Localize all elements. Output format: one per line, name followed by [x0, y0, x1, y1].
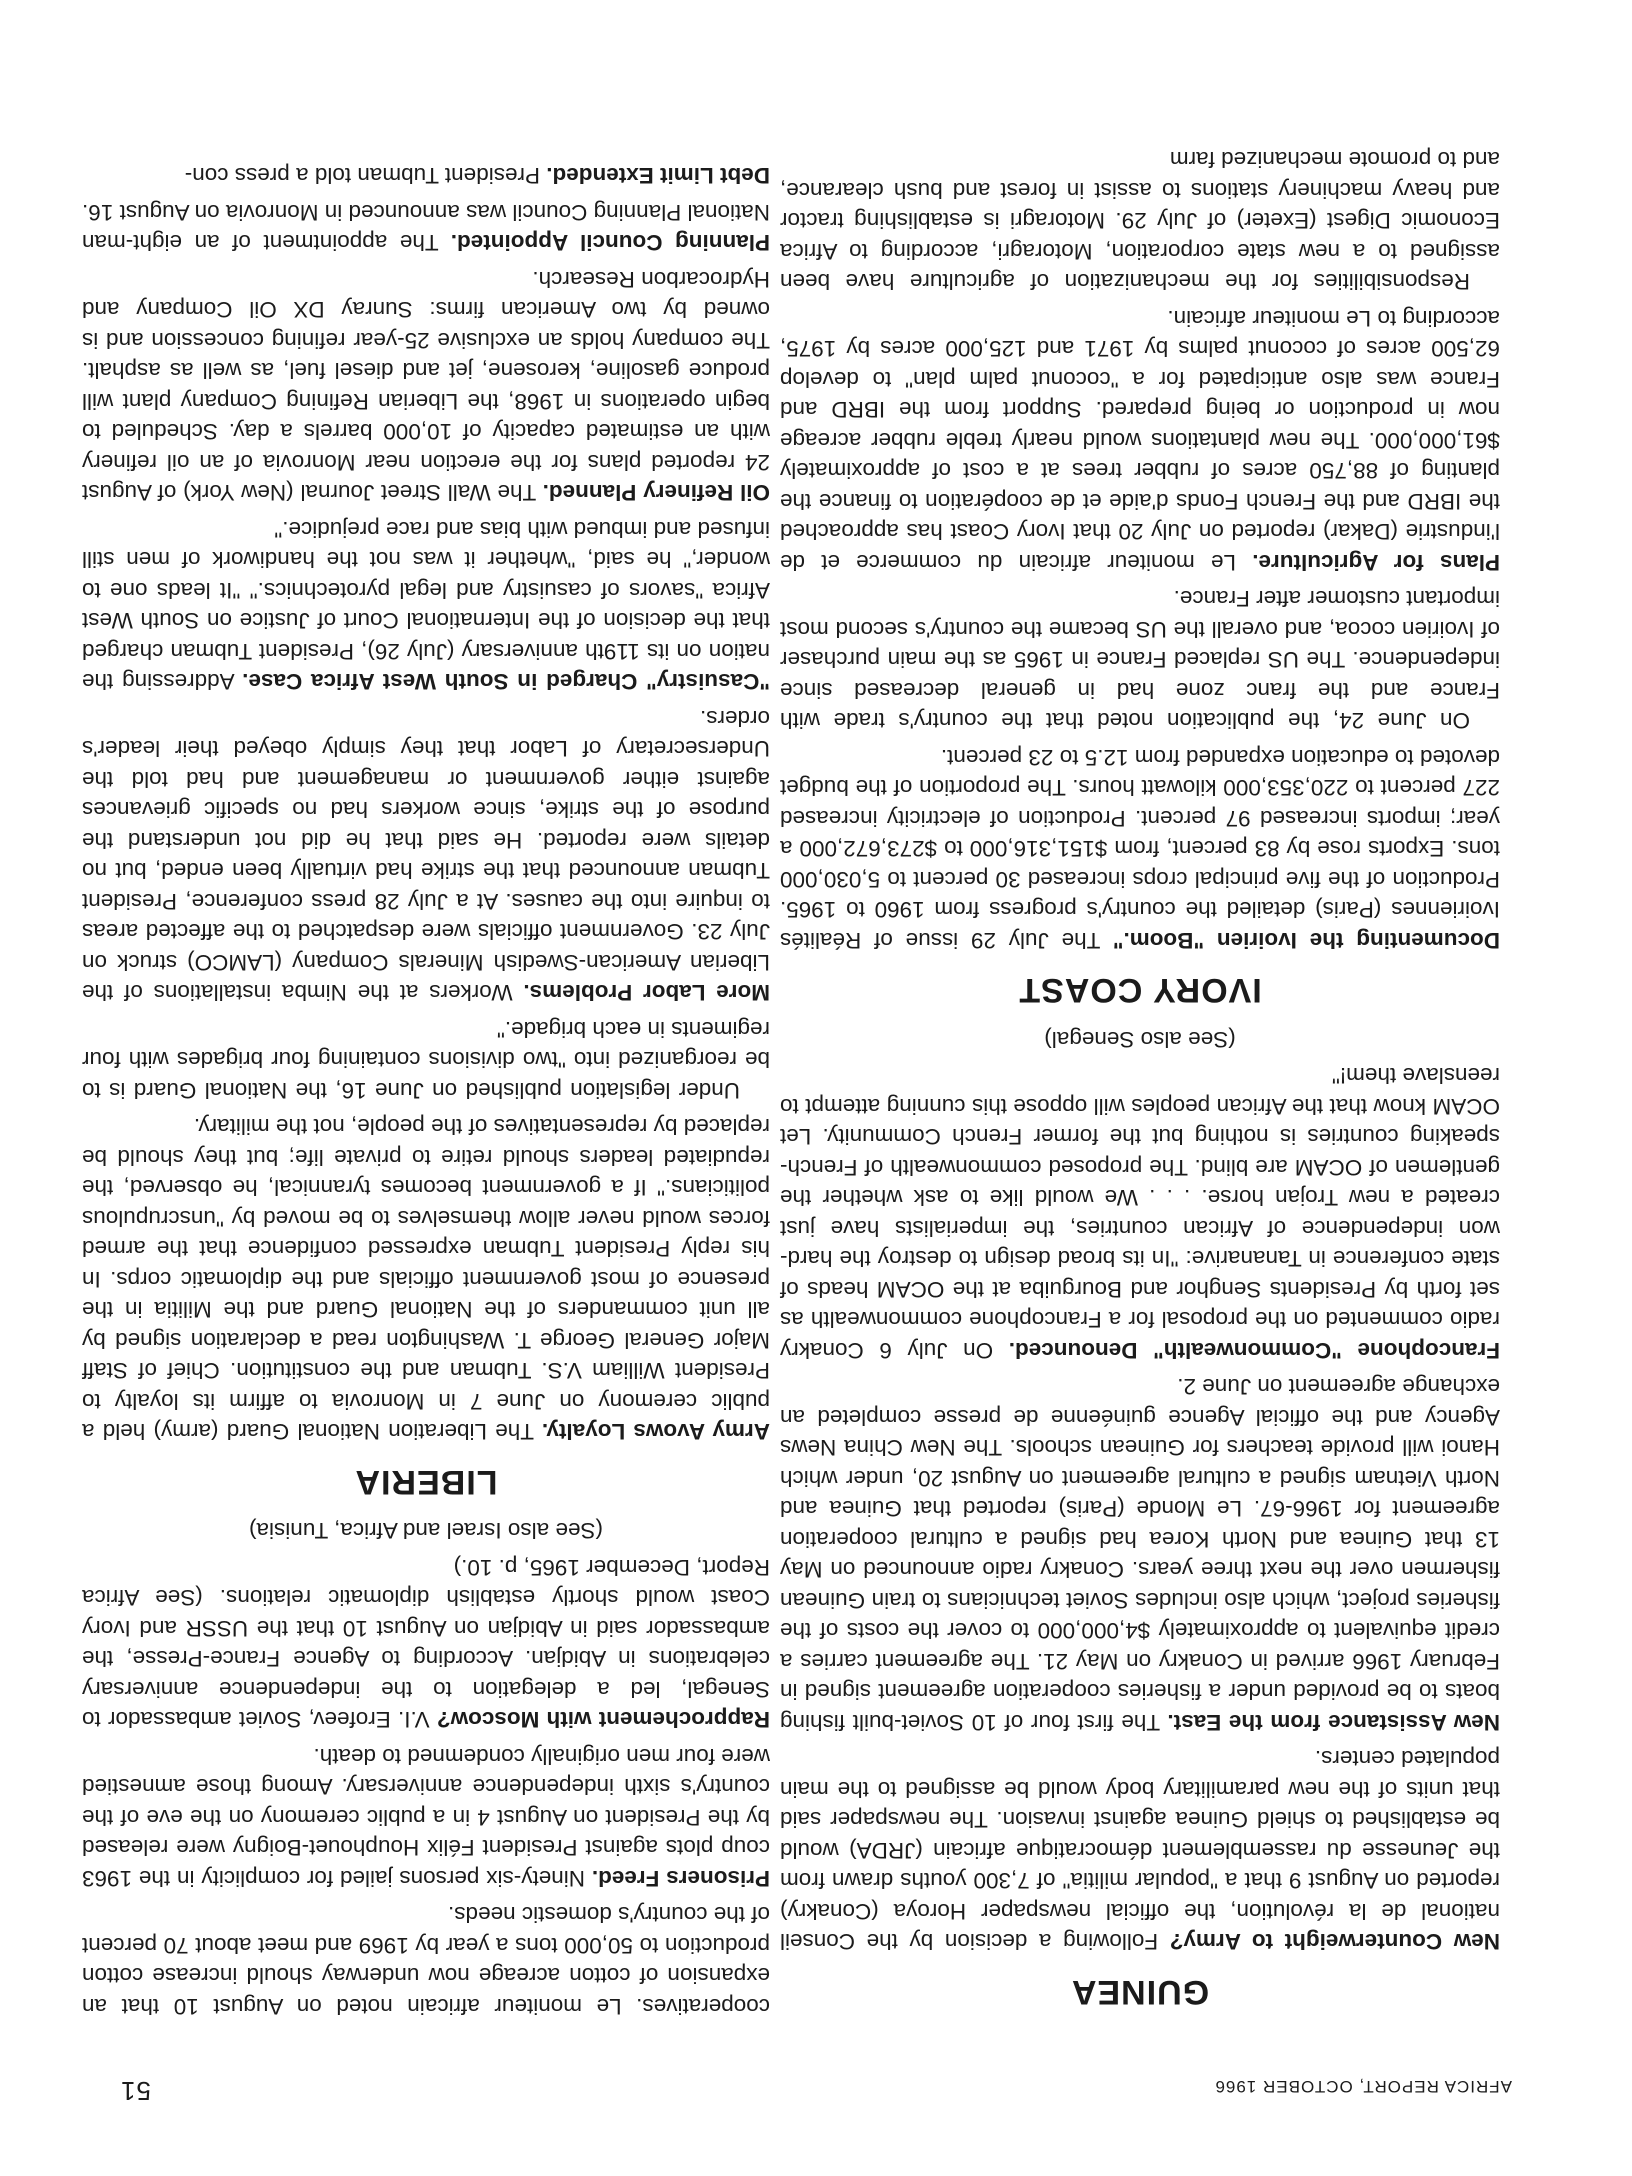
article-heading: New Assistance from the East.: [1167, 1710, 1500, 1735]
article-paragraph: [82, 197, 770, 258]
article-paragraph: [82, 1111, 770, 1447]
article-paragraph: [780, 1060, 1500, 1365]
article-paragraph: [82, 1741, 770, 1894]
article-body: Responsibilities for the mechanization of agriculture have been assigned to a new state corporation, Motoragri, according to Africa Economic Digest (Exeter) of July 29. Motoragri is establishing tractor and heavy machinery stations to assist in forest and bush clearance, and to promote mechanized farm: [780, 147, 1500, 295]
article-paragraph: [780, 583, 1500, 736]
page-number: 51: [120, 2076, 151, 2106]
article-paragraph: [82, 264, 770, 508]
article-paragraph: [82, 1899, 770, 2021]
article-body: The Liberation National Guard (army) held a public ceremony on June 7 in Monrovia to affirm its loyalty to President William V.S. Tubman and the constitution. Chief of Staff Major General George T. Washington read a declaration signed by all unit commanders of the National Guard and the Militia in the presence of most government officials and the diplomatic corps. In his reply President Tubman expressed confidence that the armed forces would never allow themselves to be moved by "unscrupulous politicians." If a government becomes tyrannical, he observed, the repudiated leaders should retire to private life; but they should be replaced by representatives of the people, not the military.: [82, 1114, 770, 1445]
article-body: President Tubman told a press con-: [184, 163, 540, 189]
journal-title: AFRICA REPORT, OCTOBER 1966: [1214, 2077, 1512, 2096]
article-heading: "Casuistry" Charged in South West Africa Case.: [242, 669, 770, 695]
see-also-note: (See also Senegal): [1044, 1027, 1236, 1052]
article-body: Following a decision by the Conseil national de la révolution, the official newspaper Horoya (Conakry) reported on August 9 that a "popular militia" of 7,300 youths drawn from the Jeunesse du rassemblement démocratique africain (JRDA) would be established to shield Guinea against invasion. The newspaper said that units of the new paramilitary body would be assigned to the main populated centers.: [780, 1746, 1500, 1955]
article-heading: Oil Refinery Planned.: [542, 480, 770, 506]
article-paragraph: [780, 742, 1500, 956]
article-body: Under legislation published on June 16, the National Guard is to be reorganized into "two divisions containing four brigades with four regiments in each brigade.": [82, 1017, 770, 1103]
page-header: [120, 2066, 1512, 2106]
section-title-guinea: GUINEA: [1070, 1973, 1210, 2011]
article-body: V.I. Erofeev, Soviet ambassador to Senegal, led a delegation to the independence anniversary celebrations in Abidjan. According to Agence France-Presse, the ambassador said in Abidjan on August 10 that the USSR and Ivory Coast would shortly establish diplomatic relations. (See Africa Report, December 1965, p. 10.): [82, 1555, 770, 1733]
section-title-ivory-coast: IVORY COAST: [1018, 971, 1262, 1010]
see-also-note: (See also Israel and Africa, Tunisia): [249, 1518, 603, 1544]
article-heading: New Counterweight to Army?: [1169, 1929, 1500, 1955]
article-heading: Planning Council Appointed.: [450, 230, 770, 256]
section-title-liberia: LIBERIA: [354, 1463, 498, 1501]
article-body: On June 24, the publication noted that the country's trade with France and the franc zone had in general decreased since independence. The US replaced France in 1965 as the main purchaser of Ivoirien cocoa, and overall the US became the country's second most important customer after France.: [780, 586, 1500, 734]
article-heading: Francophone "Commonwealth" Denounced.: [1008, 1338, 1500, 1363]
article-heading: Debt Limit Extended.: [546, 163, 770, 189]
article-paragraph: [82, 1014, 770, 1106]
article-heading: Documenting the Ivoirien "Boom.": [1112, 928, 1500, 953]
article-heading: Plans for Agriculture.: [1252, 550, 1500, 575]
article-heading: Prisoners Freed.: [591, 1866, 770, 1891]
article-body: Workers at the Nimba installations of the Liberian American-Swedish Minerals Company (LAMCO) struck on July 23. Government officials were despatched to the affected areas to inquire into the causes. At a July 28 press conference, President Tubman announced that the strike had virtually been ended, but no details were reported. He said that he did not understand the purpose of the strike, since workers had no specific grievances against either government or management and had told the Undersecretary of Labor that they simply obeyed their leader's orders.: [82, 706, 770, 1006]
article-body: Ninety-six persons jailed for complicity in the 1963 coup plots against President Félix Houphouet-Boigny were released by the President on August 4 in a public ceremony on the eve of the country's sixth independence anniversary. Among those amnestied were four men originally condemned to death.: [82, 1744, 770, 1891]
article-body: The first four of 10 Soviet-built fishing boats to be provided under a fisheries cooperation agreement signed in February 1966 arrived in Conakry on May 21. The agreement carries a credit equivalent to approximately $4,000,000 to cover the costs of the fisheries project, which also includes Soviet technicians to train Guinean fishermen over the next three years. Conakry radio announced on May 13 that Guinea and North Korea had signed a cultural cooperation agreement for 1966-67. Le Monde (Paris) reported that Guinea and North Vietnam signed a cultural agreement on August 20, under which Hanoi will provide teachers for Guinean schools. The New China News Agency and the official Agence guinéenne de presse completed an exchange agreement on June 2.: [780, 1374, 1500, 1735]
left-column: [780, 138, 1500, 2021]
article-paragraph: [780, 303, 1500, 578]
article-paragraph: [780, 1743, 1500, 1957]
article-body: Addressing the nation on its 119th anniversary (July 26), President Tubman charged that the decision of the International Court of Justice on South West Africa "savors of casuistry and legal pyrotechnics." "It leads one to wonder," he said, "whether it was not the handiwork of men still infused and imbued with bias and race prejudice.": [82, 517, 770, 695]
article-body: Le moniteur africain du commerce et de l'industrie (Dakar) reported on July 20 that Ivory Coast has approached the IBRD and the French Fonds d'aide et de coopération to finance the planting of 88,750 acres of rubber trees at a cost of approximately $61,000,000. The new plantations would nearly treble rubber acreage now in production or being prepared. Support from the IBRD and France was also anticipated for a "coconut palm plan" to develop 62,500 acres of coconut palms by 1971 and 125,000 acres by 1975, according to Le moniteur africain.: [780, 306, 1500, 575]
article-heading: Army Avows Loyalty.: [541, 1419, 770, 1445]
right-column: [82, 154, 770, 2021]
article-paragraph: [82, 160, 770, 191]
article-heading: Rapprochement with Moscow?: [436, 1707, 770, 1733]
article-paragraph: [780, 144, 1500, 297]
article-body: The July 29 issue of Réalités Ivoiriennes (Paris) detailed the country's progress from 1960 to 1965. Production of the five principal crops increased 30 percent to 5,030,000 tons. Exports rose by 83 percent, from $151,316,000 to $273,672,000 a year; imports increased 97 percent. Production of electricity increased 227 percent to 220,353,000 kilowatt hours. The proportion of the budget devoted to education expanded from 12.5 to 23 percent.: [780, 745, 1500, 953]
article-body: The appointment of an eight-man National Planning Council was announced in Monrovia on August 16.: [82, 200, 770, 256]
article-body: The Wall Street Journal (New York) of August 24 reported plans for the erection near Monrovia of an oil refinery with an estimated capacity of 10,000 barrels a day. Scheduled to begin operations in 1968, the Liberian Refining Company plant will produce gasoline, kerosene, jet and diesel fuel, as well as asphalt. The company holds an exclusive 25-year refining concession and is owned by two American firms: Sunray DX Oil Company and Hydrocarbon Research.: [82, 267, 770, 506]
article-body: On July 6 Conakry radio commented on the proposal for a Francophone commonwealth as set forth by Presidents Senghor and Bourguiba at the OCAM heads of state conference in Tananarive: "In its broad design to destroy the hard-won independence of African countries, the imperialists have just created a new Trojan horse. . . . We would like to ask whether the gentlemen of OCAM are blind. The proposed commonwealth of French-speaking countries is nothing but the former French Community. Let OCAM know that the African peoples will oppose this cunning attempt to reenslave them!": [780, 1063, 1500, 1363]
article-paragraph: [82, 514, 770, 697]
article-heading: More Labor Problems.: [523, 980, 770, 1006]
article-paragraph: [82, 1552, 770, 1735]
article-body: cooperatives. Le moniteur africain noted on August 10 that an expansion of cotton acreage now underway should increase cotton production to 50,000 tons a year by 1969 and meet about 70 percent of the country's domestic needs.: [82, 1902, 770, 2019]
article-paragraph: [780, 1371, 1500, 1737]
article-paragraph: [82, 703, 770, 1008]
